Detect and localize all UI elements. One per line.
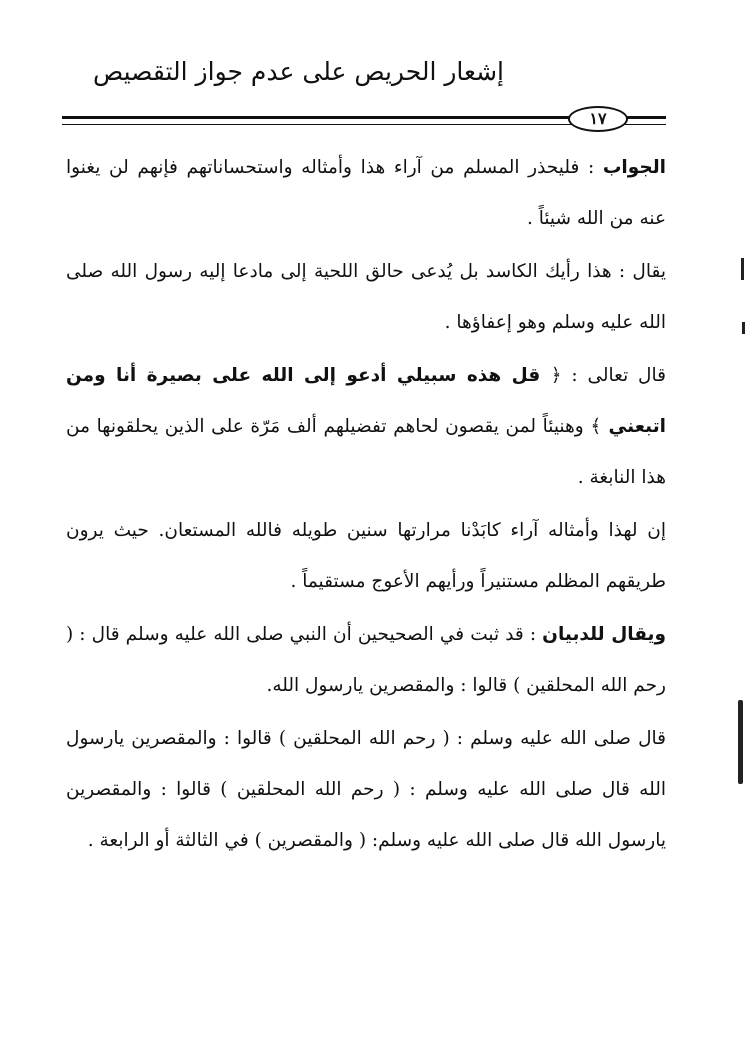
quran-verse: قل هذه سبيلي أدعو إلى الله على بصيرة أنا ومن اتبعني xyxy=(66,365,666,437)
verse-open-bracket: ﴿ xyxy=(550,365,562,386)
body-text xyxy=(66,142,666,868)
scan-edge-mark xyxy=(741,258,744,280)
hadith-text: : قد ثبت في الصحيحين أن النبي صلى الله عليه وسلم قال : ( رحم الله المحلقين ) قالوا : والمقصرين يارسول الله. xyxy=(66,624,666,696)
running-title: إشعار الحريص على عدم جواز التقصيص xyxy=(93,57,504,86)
verse-intro: قال تعالى : xyxy=(561,365,666,386)
answer-text: : فليحذر المسلم من آراء هذا وأمثاله واستحساناتهم فإنهم لن يغنوا عنه من الله شيئاً . xyxy=(66,157,666,229)
verse-commentary: وهنيئاً لمن يقصون لحاهم تفضيلهم ألف مَرّة على الذين يحلقونها من هذا النابغة . xyxy=(66,416,666,488)
page-number: ١٧ xyxy=(568,106,628,132)
paragraph-opinions xyxy=(66,505,666,607)
paragraph-quran-verse xyxy=(66,350,666,503)
paragraph-rebuttal xyxy=(66,246,666,348)
hadith-continued-text: قال صلى الله عليه وسلم : ( رحم الله المحلقين ) قالوا : والمقصرين يارسول الله قال صلى الله عليه وسلم : ( رحم الله المحلقين ) قالوا : والمقصرين يارسول الله قال صلى الله عليه وسلم: ( والمقصرين ) في الثالثة أو الرابعة . xyxy=(66,728,666,851)
verse-close-bracket: ﴾ xyxy=(590,416,602,437)
scan-edge-mark xyxy=(738,700,743,784)
hadith-label: ويقال للدبيان xyxy=(542,624,666,645)
answer-label: الجواب xyxy=(602,157,666,178)
paragraph-hadith-continued xyxy=(66,713,666,866)
paragraph-hadith xyxy=(66,609,666,711)
scan-edge-mark xyxy=(742,322,745,334)
opinions-text: إن لهذا وأمثاله آراء كابَدْنا مرارتها سنين طويله فالله المستعان. حيث يرون طريقهم المظلم مستنيراً ورأيهم الأعوج مستقيماً . xyxy=(66,520,666,592)
paragraph-answer xyxy=(66,142,666,244)
rebuttal-text: يقال : هذا رأيك الكاسد بل يُدعى حالق اللحية إلى مادعا إليه رسول الله صلى الله عليه وسلم وهو إعفاؤها . xyxy=(66,261,666,333)
